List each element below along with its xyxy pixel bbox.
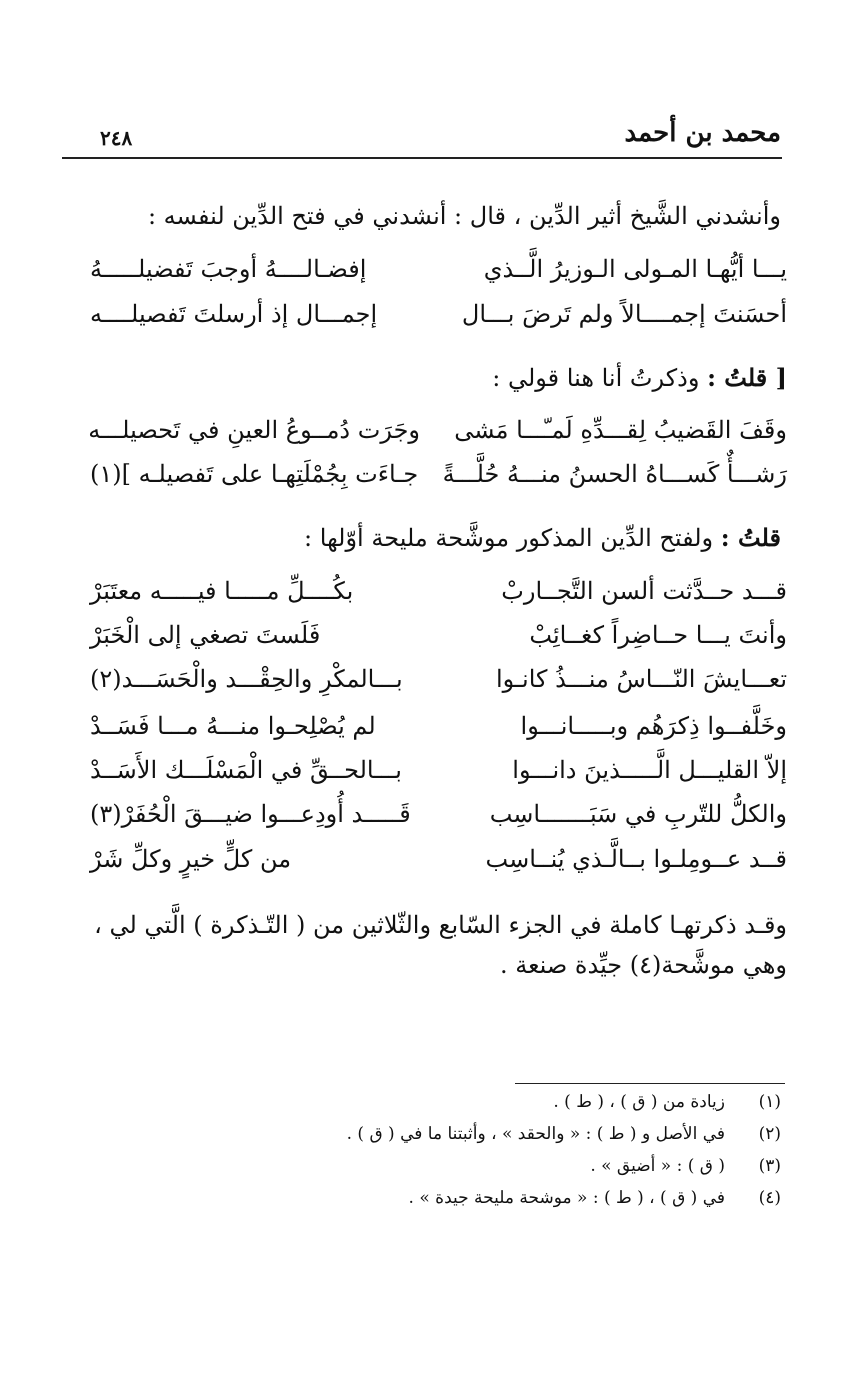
page-number: ٢٤٨	[100, 126, 133, 150]
verse-first-hemistich: والكلُّ للتّربِ في سَبَـــــــاسِب	[489, 800, 787, 828]
verse-first-hemistich: قـــد حــدَّثت ألسن التَّجــاربْ	[501, 577, 787, 605]
footnote-number: (٢)	[758, 1124, 781, 1144]
footnote	[300, 1188, 781, 1218]
footnote-text: في الأصل و ( ط ) : « والحقد » ، وأثبتنا ما في ( ق ) .	[346, 1124, 725, 1144]
verse-row	[90, 800, 787, 844]
verse-row	[90, 665, 787, 709]
verse-first-hemistich: يـــا أيُّهـا المـولى الـوزيرُ الَّــذي	[483, 255, 787, 283]
verse-row	[90, 756, 787, 800]
verse-second-hemistich: من كلٍّ خيرٍ وكلِّ شَرْ	[90, 845, 292, 873]
qult-text: ولفتح الدِّين المذكور موشَّحة مليحة أوّلها :	[304, 524, 714, 552]
verse-second-hemistich: إفضـالــــهُ أوجبَ تَفضيلـــــهُ	[90, 255, 367, 283]
verse-first-hemistich: وخَلَّفــوا ذِكرَهُم وبـــــانـــوا	[520, 712, 787, 740]
verse-row	[90, 577, 787, 621]
verse-first-hemistich: قــد عــومِلـوا بــالَّـذي يُنــاسِب	[485, 845, 787, 873]
qult-label: قلتُ :	[720, 523, 781, 552]
header-rule	[62, 157, 782, 159]
verse-first-hemistich: وأنتَ يـــا حــاضِراً كغــائِبْ	[529, 621, 787, 649]
footnote	[300, 1124, 781, 1154]
verse-second-hemistich: لم يُصْلِحـوا منـــهُ مـــا فَسَــدْ	[90, 712, 376, 740]
verse-first-hemistich: أحسَنتَ إجمــــالاً ولم تَرضَ بـــال	[461, 300, 787, 328]
footnote-number: (٤)	[758, 1188, 781, 1208]
running-header-title: محمد بن أحمد	[624, 118, 781, 148]
verse-row	[90, 621, 787, 665]
verse-second-hemistich: وجَرَت دُمــوعُ العينِ في تَحصيلـــه	[88, 416, 420, 444]
footnote-text: في ( ق ) ، ( ط ) : « موشحة مليحة جيدة » .	[408, 1188, 725, 1208]
footnote-number: (٣)	[758, 1156, 781, 1176]
verse-first-hemistich: تعـــايشَ النّـــاسُ منـــذُ كانـوا	[495, 665, 787, 693]
verse-first-hemistich: إلاّ القليـــل الَّـــــذينَ دانـــوا	[512, 756, 787, 784]
footnote-text: ( ق ) : « أضيق » .	[590, 1156, 725, 1176]
verse-first-hemistich: رَشـــأٌ كَســـاهُ الحسنُ منـــهُ حُلَّـــةً	[442, 460, 787, 488]
qult-text: وذكرتُ أنا هنا قولي :	[492, 364, 700, 392]
closing-paragraph: وقـد ذكرتهـا كاملة في الجزء السّابع والثّلاثين من ( التّـذكرة ) الَّتي لي ، وهي موشَّحة(٤) جيِّدة صنعة .	[94, 911, 787, 979]
verse-second-hemistich: بـــالحــقِّ في الْمَسْلَـــك الأَسَــدْ	[90, 756, 402, 784]
verse-row	[90, 300, 787, 344]
verse-row	[90, 255, 787, 299]
footnote-number: (١)	[758, 1092, 781, 1112]
qult-paragraph-2	[70, 518, 781, 558]
footnote-text: زيادة من ( ق ) ، ( ط ) .	[553, 1092, 725, 1112]
verse-second-hemistich: إجمـــال إذ أرسلتَ تَفصيلــــه	[90, 300, 378, 328]
qult-paragraph-1	[70, 358, 787, 398]
footnote	[300, 1156, 781, 1186]
verse-row	[90, 416, 787, 460]
intro-paragraph: وأنشدني الشَّيخ أثير الدِّين ، قال : أنشدني في فتح الدِّين لنفسه :	[147, 202, 781, 230]
verse-row	[90, 712, 787, 756]
footnote-rule	[515, 1083, 785, 1084]
verse-first-hemistich: وقَفَ القَضيبُ لِقـــدِّهِ لَمـّـــا مَشى	[454, 416, 787, 444]
qult-label: [ قلتُ :	[707, 363, 787, 392]
verse-second-hemistich: قَـــــد أُودِعـــوا ضيـــقَ الْحُفَرْ(٣)	[90, 800, 411, 828]
verse-second-hemistich: جـاءَت بِجُمْلَتِهـا على تَفصيلـه ](١)	[90, 460, 419, 488]
verse-second-hemistich: فَلَستَ تصغي إلى الْخَبَرْ	[90, 621, 321, 649]
verse-second-hemistich: بكُــــلِّ مـــــا فيـــــه معتَبَرْ	[90, 577, 354, 605]
verse-second-hemistich: بـــالمكْرِ والحِقْـــد والْحَسَـــد(٢)	[90, 665, 403, 693]
footnote	[300, 1092, 781, 1122]
verse-row	[90, 845, 787, 889]
verse-row	[90, 460, 787, 504]
